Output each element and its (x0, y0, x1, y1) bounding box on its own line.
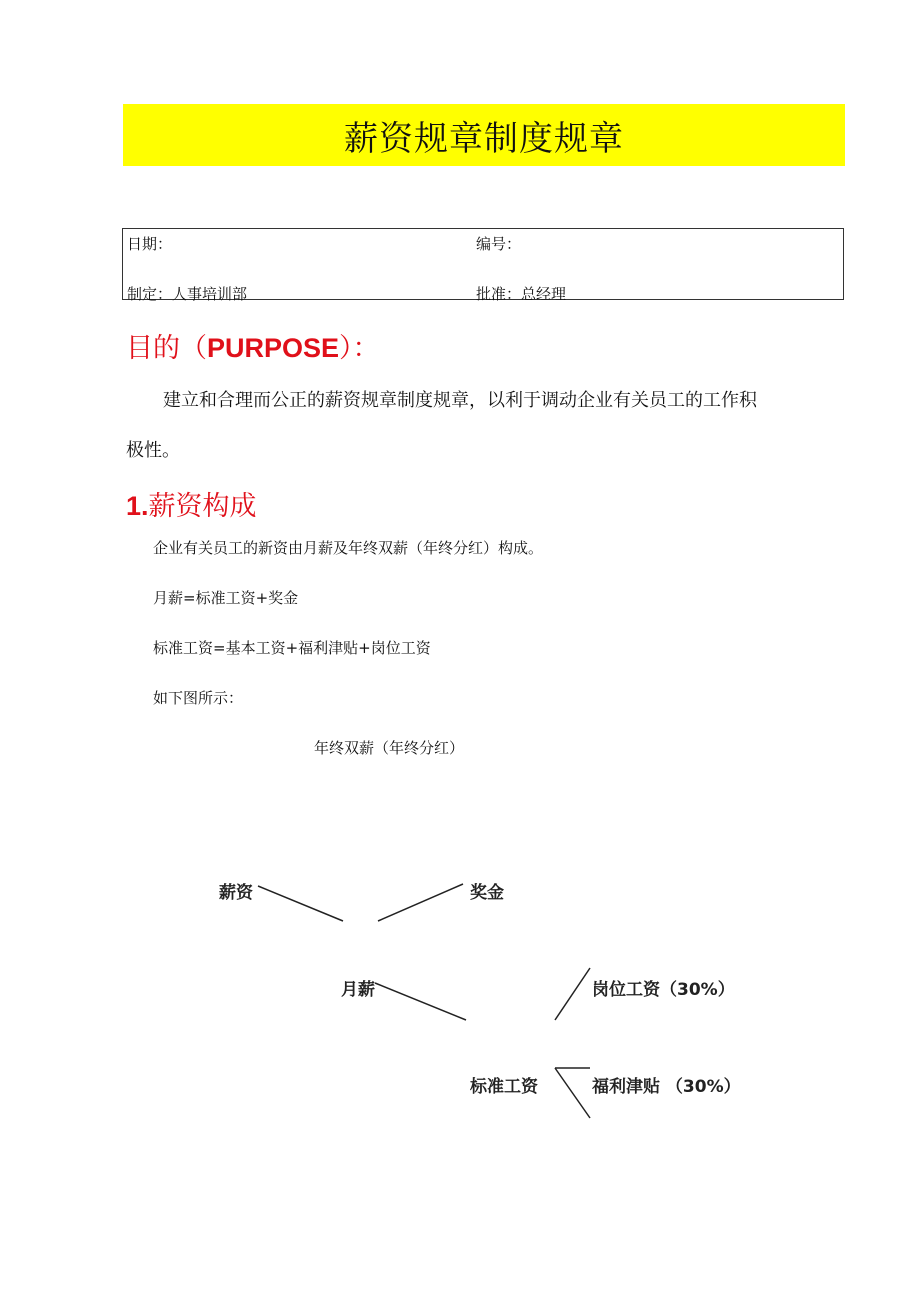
document-title: 薪资规章制度规章 (344, 118, 624, 159)
purpose-text-line1: 建立和合理而公正的薪资规章制度规章，以利于调动企业有关员工的工作积 (163, 390, 757, 411)
section1-line: 月薪=标准工资+奖金 (153, 589, 299, 607)
position-wage-node: 岗位工资（30%） (592, 980, 735, 1000)
purpose-heading-suffix: ）： (339, 333, 380, 364)
connector-line (555, 1068, 590, 1118)
connector-line (375, 983, 466, 1020)
date-label: 日期： (127, 235, 173, 253)
section1-line: 如下图所示： (153, 689, 244, 707)
standard-wage-node: 标准工资 (470, 1077, 538, 1097)
purpose-heading-word: PURPOSE (207, 333, 340, 363)
welfare-node: 福利津贴 （30%） (592, 1077, 741, 1097)
salary-node: 薪资 (219, 883, 253, 903)
connector-line (555, 968, 590, 1020)
number-label: 编号： (476, 235, 522, 253)
purpose-text-line2: 极性。 (126, 440, 180, 461)
section1-line: 标准工资=基本工资+福利津贴+岗位工资 (153, 639, 431, 657)
approved-by: 批准：总经理 (476, 285, 567, 303)
diagram-top-label: 年终双薪（年终分红） (314, 739, 465, 757)
monthly-node: 月薪 (341, 980, 375, 1000)
bonus-node: 奖金 (470, 883, 504, 903)
connector-line (378, 884, 463, 921)
section1-number: 1. (126, 491, 149, 521)
purpose-heading-prefix: 目的（ (126, 333, 207, 364)
section1-title: 薪资构成 (148, 491, 257, 522)
connector-line (258, 886, 343, 921)
made-by: 制定：人事培训部 (127, 285, 248, 303)
section1-line: 企业有关员工的新资由月薪及年终双薪（年终分红）构成。 (153, 539, 544, 557)
